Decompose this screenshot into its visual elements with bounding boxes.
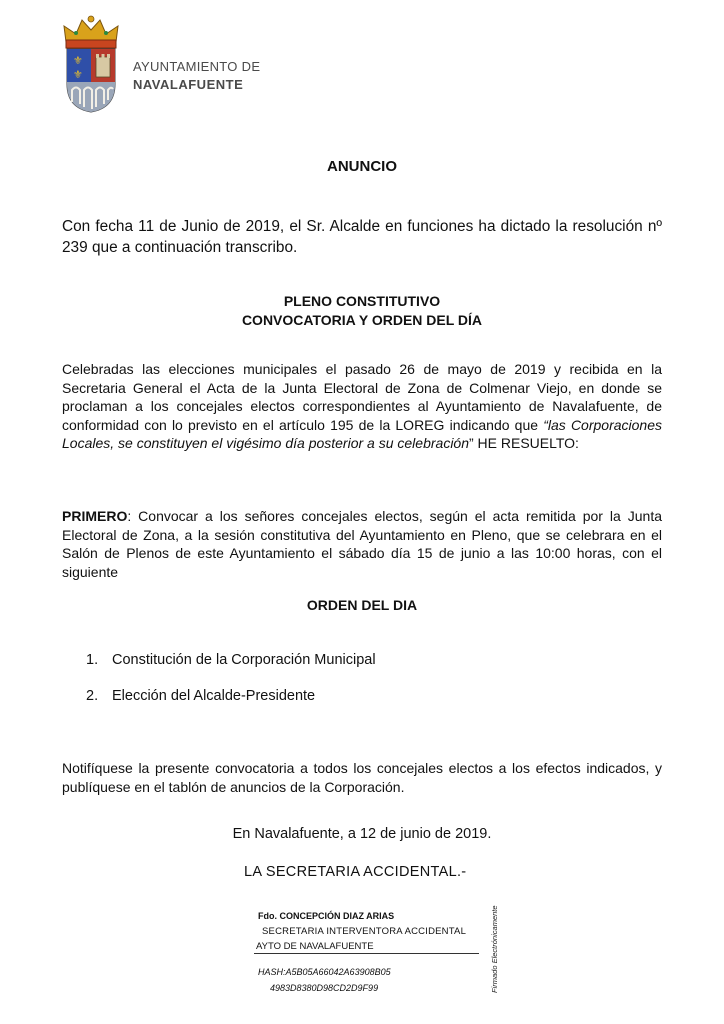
intro-paragraph: Con fecha 11 de Junio de 2019, el Sr. Alcalde en funciones ha dictado la resolución nº 239 que a continuación transcribo. — [62, 218, 662, 256]
section-heading — [0, 292, 724, 329]
place-date: En Navalafuente, a 12 de junio de 2019. — [232, 826, 492, 842]
signature-name: Fdo. CONCEPCIÓN DIAZ ARIAS — [258, 911, 395, 921]
signature-hash-line2: 4983D8380D98CD2D9F99 — [270, 983, 379, 993]
agenda-item — [86, 688, 315, 704]
coat-of-arms-icon — [58, 12, 124, 114]
resolution-text: Celebradas las elecciones municipales el pasado 26 de mayo de 2019 y recibida en la Secretaria General el Acta de la Junta Electoral de Zona de Colmenar Viejo, en donde se proclaman a los concejales electos correspondientes al Ayuntamiento de Navalafuente, de conformidad con lo previsto en el artículo 195 de la LOREG indicando que — [62, 361, 662, 433]
signature-divider — [254, 953, 479, 954]
resolution-quote: “las Corporaciones Locales, se constituyen el vigésimo día posterior a su celebración — [62, 416, 662, 451]
org-name-line1: AYUNTAMIENTO DE — [133, 59, 261, 74]
agenda-item-number: 1. — [86, 652, 99, 668]
resolution-paragraph — [62, 360, 662, 453]
notification-paragraph: Notifíquese la presente convocatoria a todos los concejales electos a los efectos indicados, y publíquese en el tablón de anuncios de la Corporación. — [62, 760, 662, 795]
section-heading-line2: CONVOCATORIA Y ORDEN DEL DÍA — [241, 311, 483, 328]
agenda-item-number: 2. — [86, 688, 99, 704]
signatory-title: LA SECRETARIA ACCIDENTAL.- — [244, 864, 467, 880]
agenda-title: ORDEN DEL DIA — [306, 597, 418, 613]
org-name-line2: NAVALAFUENTE — [133, 77, 244, 92]
signature-vertical-label — [480, 905, 499, 995]
document-title: ANUNCIO — [327, 158, 397, 175]
svg-text:⚜: ⚜ — [73, 68, 83, 81]
svg-text:⚜: ⚜ — [73, 54, 83, 67]
signature-hash-line1: HASH:A5B05A66042A63908B05 — [258, 967, 391, 977]
resolution-text-end: ” HE RESUELTO: — [469, 435, 579, 451]
signature-org: AYTO DE NAVALAFUENTE — [256, 941, 374, 952]
primero-label: PRIMERO — [62, 508, 128, 524]
agenda-item-text: Elección del Alcalde-Presidente — [112, 688, 316, 704]
agenda-item — [86, 652, 376, 668]
signature-role: SECRETARIA INTERVENTORA ACCIDENTAL — [262, 926, 467, 937]
section-heading-line1: PLENO CONSTITUTIVO — [283, 293, 441, 309]
signature-vertical-text: Firmado Electrónicamente — [490, 905, 499, 993]
primero-text: : Convocar a los señores concejales electos, según el acta remitida por la Junta Electoral de Zona, a la sesión constitutiva del Ayuntamiento en Pleno, que se celebrara en el Salón de Plenos de este Ayuntamiento el sábado día 15 de junio a las 10:00 horas, con el siguiente — [62, 508, 662, 580]
primero-paragraph — [62, 507, 662, 581]
agenda-item-text: Constitución de la Corporación Municipal — [112, 652, 376, 668]
